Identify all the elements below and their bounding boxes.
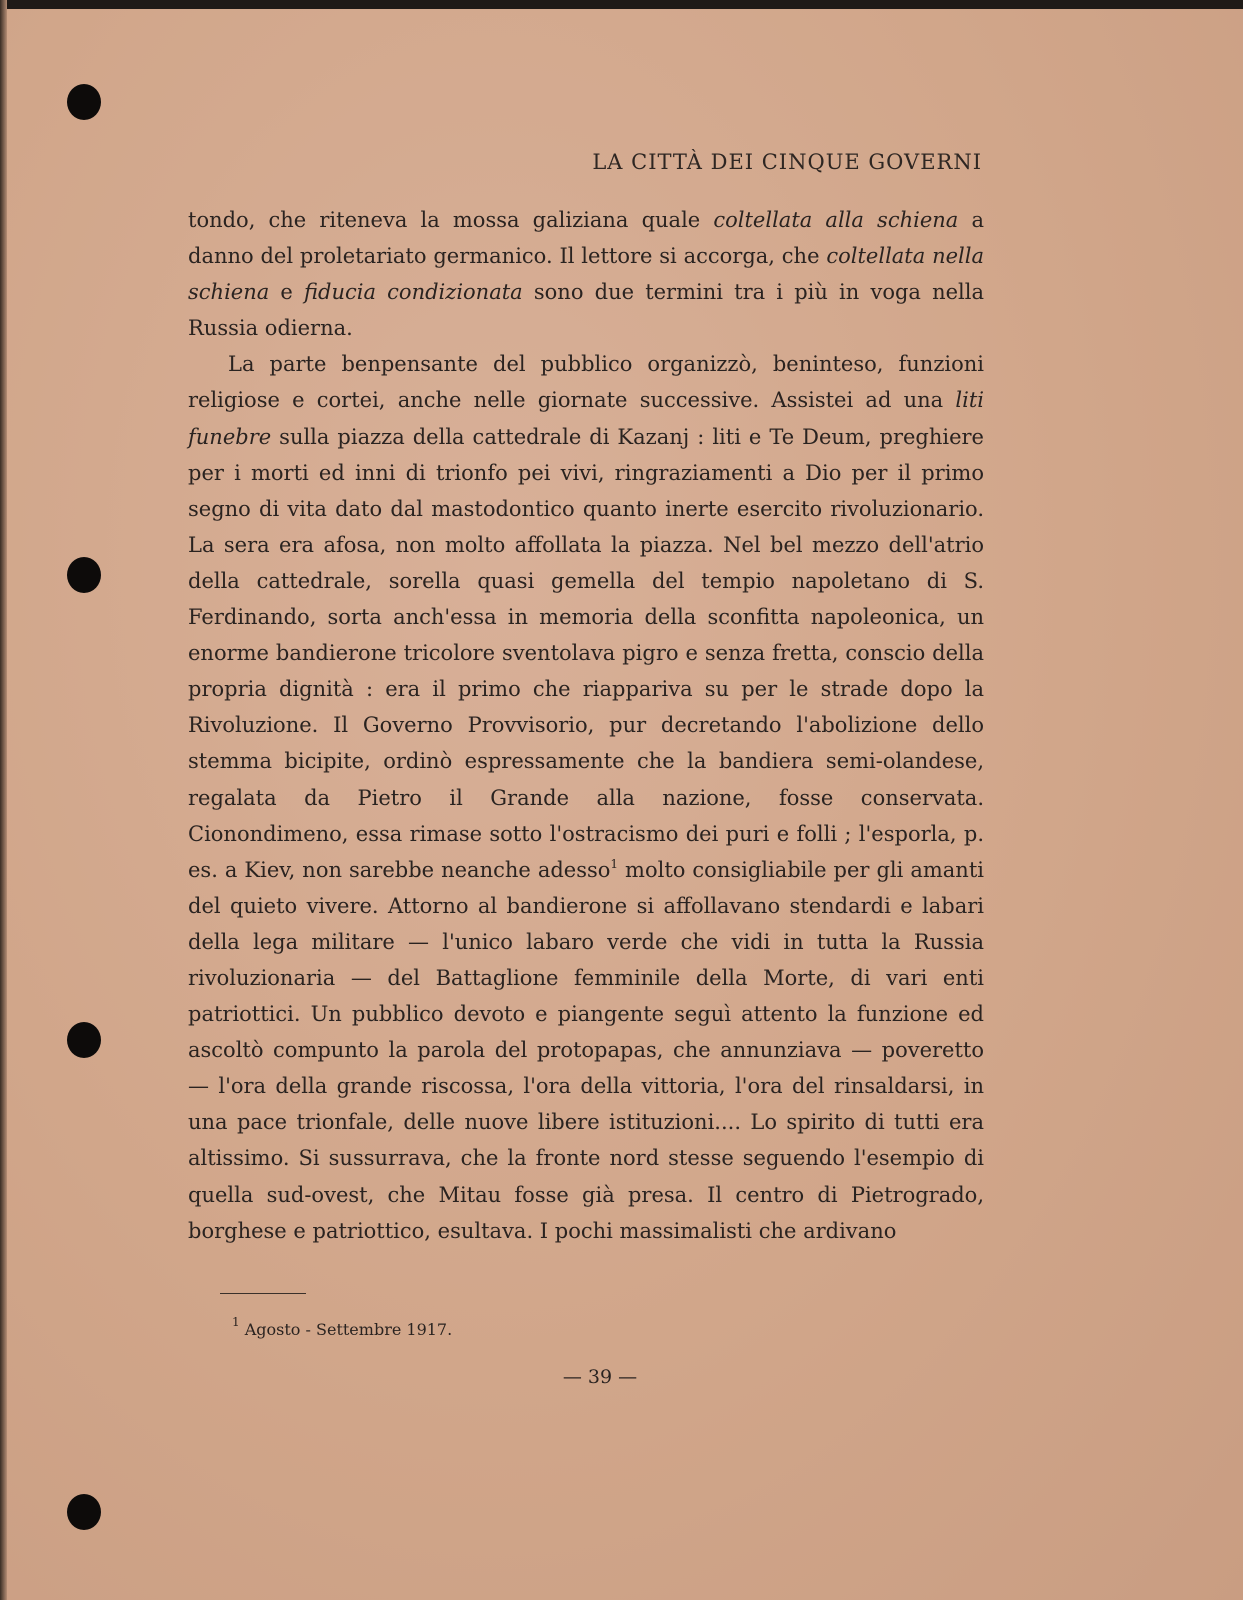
- text-run: e: [269, 280, 305, 305]
- punch-hole: [67, 84, 101, 120]
- body-text: [188, 202, 984, 1249]
- italic-phrase: coltellata alla schiena: [713, 208, 959, 232]
- footnote-rule: [220, 1293, 306, 1294]
- text-run: molto consigliabile per gli amanti del quieto vivere. Attorno al bandierone si affollavano stendardi e labari della lega militare — l'unico labaro verde che vidi in tutta la Russia rivoluzionaria — del Battaglione femminile della Morte, di vari enti patriottici. Un pubblico devoto e piangente seguì attento la funzione ed ascoltò compunto la parola del protopapas, che annunziava — poveretto — l'ora della grande riscossa, l'ora della vittoria, l'ora del rinsaldarsi, in una pace trionfale, delle nuove libere istituzioni.... Lo spirito di tutti era altissimo. Si sussurrava, che la fronte nord stesse seguendo l'esempio di quella sud-ovest, che Mitau fosse già presa. Il centro di Pietrogrado, borghese e patriottico, esultava. I pochi massimalisti che ardivano: [188, 857, 984, 1243]
- italic-phrase: liti funebre: [188, 388, 984, 449]
- text-run: tondo, che riteneva la mossa galiziana quale: [188, 208, 714, 232]
- punch-hole: [67, 1022, 101, 1058]
- text-run: sono due termini tra i più in voga nella Russia odierna.: [188, 280, 984, 341]
- footnote: [232, 1315, 453, 1339]
- text-run: sulla piazza della cattedrale di Kazanj : liti e Te Deum, preghiere per i morti ed inni di trionfo pei vivi, ringraziamenti a Dio per il primo segno di vita dato dal mastodontico quanto inerte esercito rivoluzionario. La sera era afosa, non molto affollata la piazza. Nel bel mezzo dell'atrio della cattedrale, sorella quasi gemella del tempio napoletano di S. Ferdinando, sorta anch'essa in memoria della sconfitta napoleonica, un enorme bandierone tricolore sventolava pigro e senza fretta, conscio della propria dignità : era il primo che riappariva su per le strade dopo la Rivoluzione. Il Governo Provvisorio, pur decretando l'abolizione dello stemma bicipite, ordinò espressamente che la bandiera semi-olandese, regalata da Pietro il Grande alla nazione, fosse conservata. Cionondimeno, essa rimase sotto l'ostracismo dei puri e folli ; l'esporla, p. es. a Kiev, non sarebbe neanche adesso: [188, 424, 984, 882]
- italic-phrase: coltellata nella schiena: [188, 244, 984, 305]
- running-head: LA CITTÀ DEI CINQUE GOVERNI: [592, 150, 982, 174]
- text-run: La parte benpensante del pubblico organizzò, beninteso, funzioni religiose e cortei, anche nelle giornate successive. Assistei ad una: [188, 352, 984, 413]
- paragraph: [188, 346, 984, 1248]
- text-run: a danno del proletariato germanico. Il lettore si accorga, che: [188, 208, 984, 269]
- paragraph: [188, 202, 984, 346]
- footnote-marker: 1: [232, 1315, 240, 1329]
- footnote-reference: 1: [610, 856, 619, 871]
- scan-top-edge: [0, 0, 1243, 9]
- page-number: — 39 —: [562, 1366, 638, 1388]
- italic-phrase: fiducia condizionata: [304, 280, 523, 305]
- punch-hole: [67, 1494, 101, 1530]
- page-binding-edge: [0, 0, 7, 1600]
- footnote-text: Agosto - Settembre 1917.: [244, 1320, 453, 1339]
- punch-hole: [67, 557, 101, 593]
